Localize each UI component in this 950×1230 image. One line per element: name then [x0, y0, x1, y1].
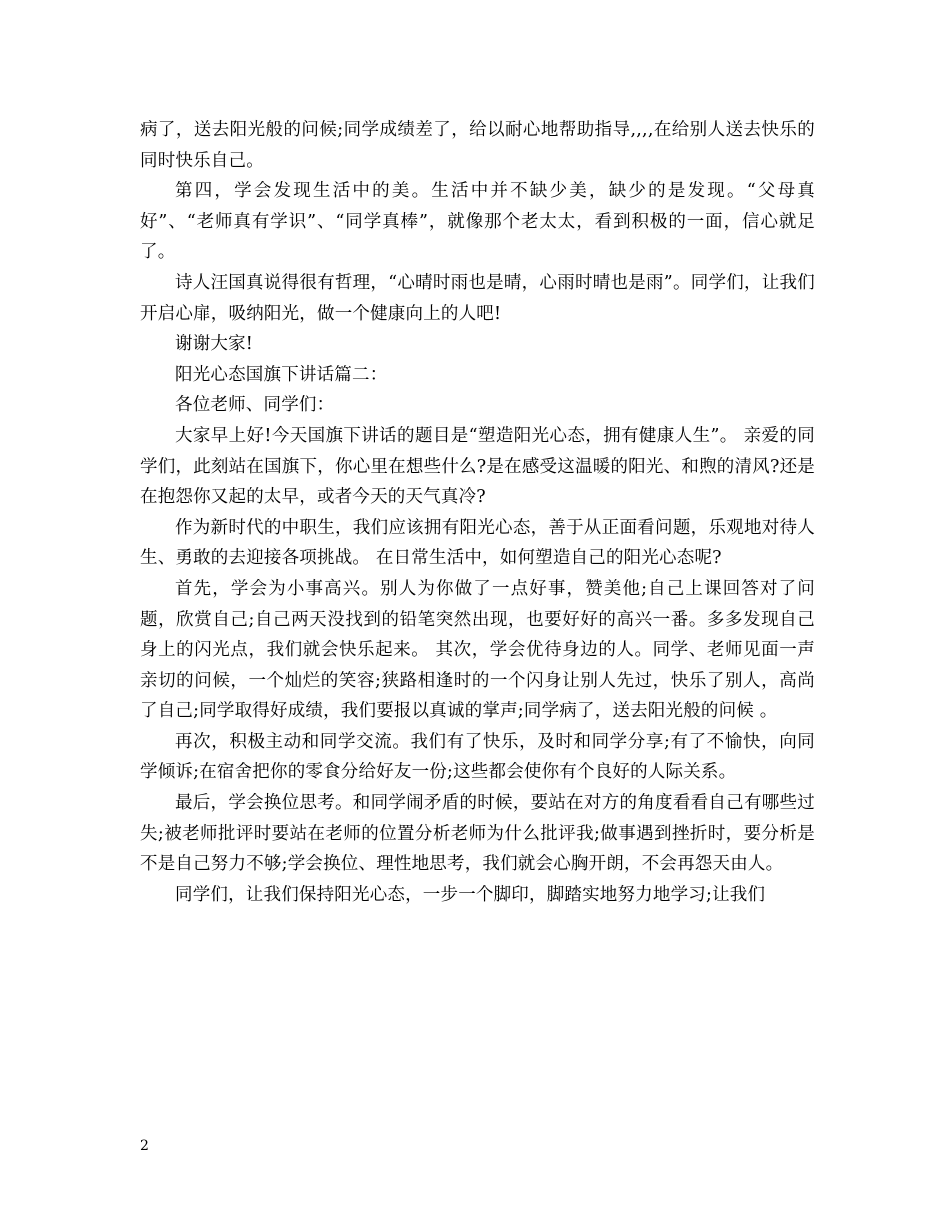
paragraph-11: 最后，学会换位思考。和同学闹矛盾的时候，要站在对方的角度看看自己有哪些过失;被老师批评时要站在老师的位置分析老师为什么批评我;做事遇到挫折时，要分析是不是自己努力不够;学会换位、理性地思考，我们就会心胸开朗，不会再怨天由人。	[140, 793, 815, 875]
paragraph-10: 再次，积极主动和同学交流。我们有了快乐，及时和同学分享;有了不愉快，向同学倾诉;在宿舍把你的零食分给好友一份;这些都会使你有个良好的人际关系。	[140, 731, 815, 783]
paragraph-12: 同学们，让我们保持阳光心态，一步一个脚印，脚踏实地努力地学习;让我们	[175, 884, 766, 905]
salutation: 各位老师、同学们：	[175, 395, 335, 416]
paragraph-1: 病了，送去阳光般的问候;同学成绩差了，给以耐心地帮助指导,,,,在给别人送去快乐的同时快乐自己。	[140, 120, 815, 171]
paragraph-9: 首先，学会为小事高兴。别人为你做了一点好事，赞美他;自己上课回答对了问题，欣赏自己;自己两天没找到的铅笔突然出现，也要好好的高兴一番。多多发现自己身上的闪光点，我们就会快乐起来。 其次，学会优待身边的人。同学、老师见面一声亲切的问候，一个灿烂的笑容;狭路相逢时的一个闪身让别人先过，快乐了别人，高尚了自己;同学取得好成绩，我们要报以真诚的掌声;同学病了，送去阳光般的问候 。	[140, 578, 815, 722]
body-text	[140, 115, 815, 910]
section-heading: 阳光心态国旗下讲话篇二：	[175, 364, 388, 385]
paragraph-8: 作为新时代的中职生，我们应该拥有阳光心态，善于从正面看问题，乐观地对待人生、勇敢的去迎接各项挑战。 在日常生活中，如何塑造自己的阳光心态呢?	[140, 517, 815, 569]
page-number: 2	[140, 1138, 149, 1154]
paragraph-4: 谢谢大家!	[175, 334, 254, 355]
paragraph-3: 诗人汪国真说得很有哲理，“心晴时雨也是晴，心雨时晴也是雨”。同学们，让我们开启心扉，吸纳阳光，做一个健康向上的人吧!	[140, 272, 815, 324]
paragraph-7: 大家早上好!今天国旗下讲话的题目是“塑造阳光心态，拥有健康人生”。 亲爱的同学们，此刻站在国旗下，你心里在想些什么?是在感受这温暖的阳光、和煦的清风?还是在抱怨你又起的太早，或者今天的天气真冷?	[140, 425, 815, 508]
paragraph-2: 第四，学会发现生活中的美。生活中并不缺少美，缺少的是发现。“父母真好”、“老师真有学识”、“同学真棒”，就像那个老太太，看到积极的一面，信心就足了。	[140, 181, 815, 263]
